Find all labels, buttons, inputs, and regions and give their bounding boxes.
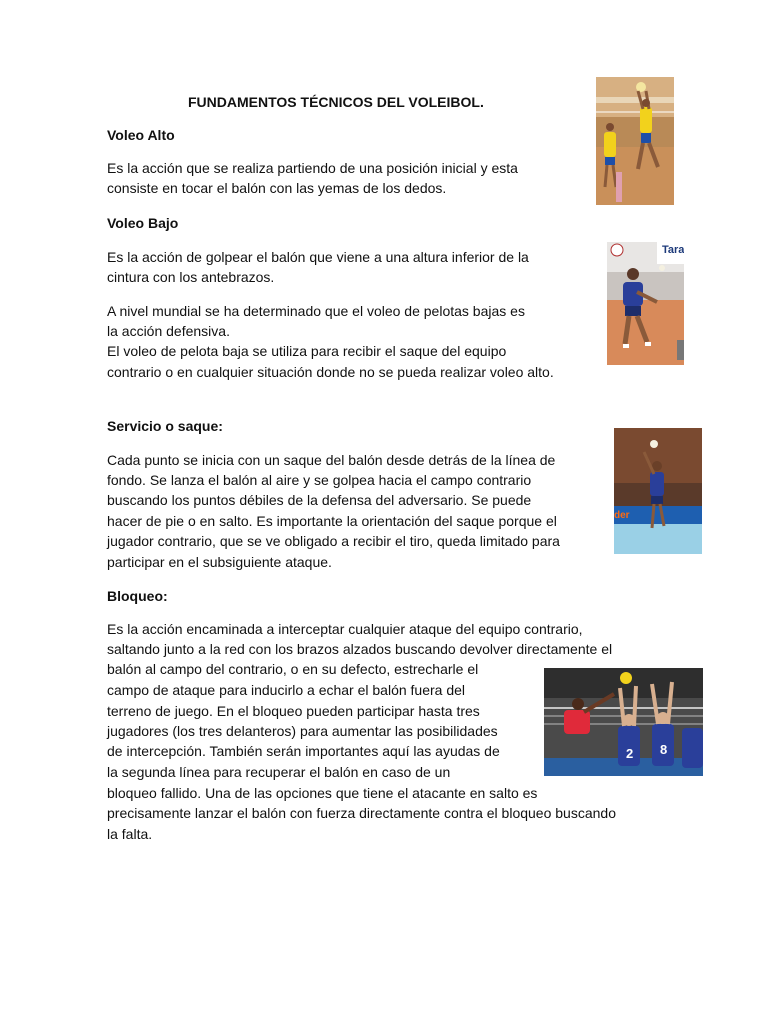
paragraph-line: cintura con los antebrazos. <box>107 269 275 285</box>
document-title: FUNDAMENTOS TÉCNICOS DEL VOLEIBOL. <box>188 94 484 110</box>
heading-voleo-bajo: Voleo Bajo <box>107 215 179 231</box>
jersey-number: 2 <box>626 746 634 761</box>
paragraph-line: buscando los puntos débiles de la defensa del adversario. Se puede <box>107 492 532 508</box>
paragraph-line: de intercepción. También serán importantes aquí las ayudas de <box>107 743 500 759</box>
dig-photo <box>607 242 684 365</box>
paragraph-line: jugadores (los tres delanteros) para aumentar las posibilidades <box>107 723 498 739</box>
dig-banner-text: Tara <box>662 244 684 256</box>
paragraph-line: participar en el subsiguiente ataque. <box>107 554 332 570</box>
paragraph-line: jugador contrario, que se ve obligado a recibir el tiro, queda limitado para <box>107 533 560 549</box>
paragraph-line: Es la acción encaminada a interceptar cualquier ataque del equipo contrario, <box>107 621 583 637</box>
paragraph-line: terreno de juego. En el bloqueo pueden participar hasta tres <box>107 703 480 719</box>
heading-bloqueo: Bloqueo: <box>107 588 168 604</box>
block-photo <box>544 668 703 776</box>
paragraph-line: campo de ataque para inducirlo a echar el balón fuera del <box>107 682 466 698</box>
paragraph-line: balón al campo del contrario, o en su defecto, estrecharle el <box>107 661 479 677</box>
paragraph-line: A nivel mundial se ha determinado que el voleo de pelotas bajas es <box>107 303 525 319</box>
paragraph-line: la segunda línea para recuperar el balón en caso de un <box>107 764 451 780</box>
paragraph-line: Es la acción de golpear el balón que viene a una altura inferior de la <box>107 249 529 265</box>
serve-photo <box>614 428 702 554</box>
jersey-number: 8 <box>660 742 668 757</box>
paragraph-line: precisamente lanzar el balón con fuerza directamente contra el bloqueo buscando <box>107 805 616 821</box>
paragraph-line: consiste en tocar el balón con las yemas de los dedos. <box>107 180 447 196</box>
heading-servicio: Servicio o saque: <box>107 418 223 434</box>
paragraph-line: contrario o en cualquier situación donde no se pueda realizar voleo alto. <box>107 364 554 380</box>
paragraph-line: la acción defensiva. <box>107 323 230 339</box>
paragraph-line: El voleo de pelota baja se utiliza para recibir el saque del equipo <box>107 343 507 359</box>
paragraph-line: Cada punto se inicia con un saque del balón desde detrás de la línea de <box>107 452 556 468</box>
paragraph-line: saltando junto a la red con los brazos alzados buscando devolver directamente el <box>107 641 613 657</box>
paragraph-line: Es la acción que se realiza partiendo de una posición inicial y esta <box>107 160 518 176</box>
paragraph-line: la falta. <box>107 826 153 842</box>
serve-banner-text: der <box>614 510 630 521</box>
paragraph-line: bloqueo fallido. Una de las opciones que tiene el atacante en salto es <box>107 785 538 801</box>
paragraph-line: fondo. Se lanza el balón al aire y se golpea hacia el campo contrario <box>107 472 532 488</box>
heading-voleo-alto: Voleo Alto <box>107 127 175 143</box>
setter-photo <box>596 77 674 205</box>
paragraph-line: hacer de pie o en salto. Es importante la orientación del saque porque el <box>107 513 557 529</box>
